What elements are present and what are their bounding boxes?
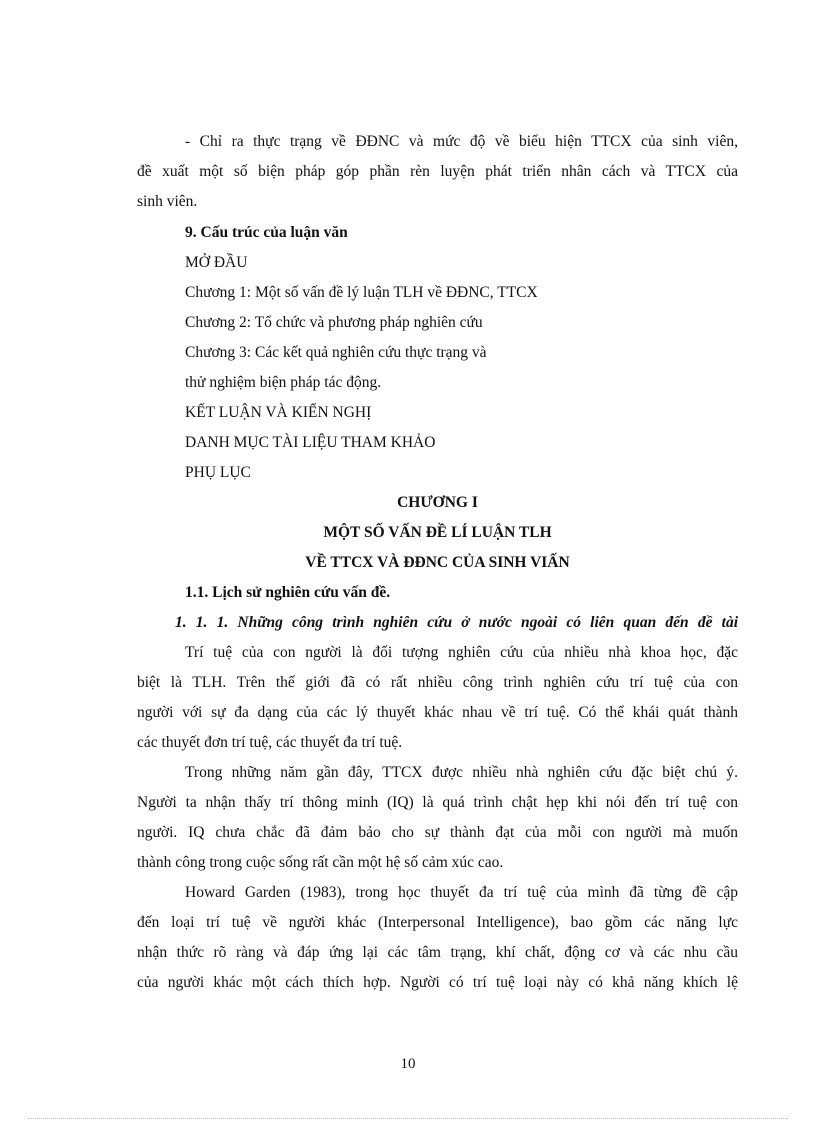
toc-item: PHỤ LỤC xyxy=(185,464,251,481)
toc-item: Chương 2: Tổ chức và phương pháp nghiên cứu xyxy=(185,314,483,331)
toc-item: Chương 3: Các kết quả nghiên cứu thực trạng và xyxy=(185,344,487,361)
text-line: các thuyết đơn trí tuệ, các thuyết đa trí tuệ. xyxy=(137,734,403,751)
toc-item: Chương 1: Một số vấn đề lý luận TLH về ĐĐNC, TTCX xyxy=(185,284,538,301)
toc-item: KẾT LUẬN VÀ KIẾN NGHỊ xyxy=(185,404,372,421)
chapter-subtitle: VỀ TTCX VÀ ĐĐNC CỦA SINH VIẤN xyxy=(305,554,570,571)
text-line: Người ta nhận thấy trí thông minh (IQ) là quá trình chật hẹp khi nói đến trí tuệ con xyxy=(137,794,738,811)
text-line: đề xuất một số biện pháp góp phần rèn luyện phát triển nhân cách và TTCX của xyxy=(137,163,738,180)
page-number: 10 xyxy=(400,1056,416,1072)
text-line: Howard Garden (1983), trong học thuyết đa trí tuệ của mình đã từng đề cập xyxy=(185,884,738,901)
text-line: nhận thức rõ ràng và đáp ứng lại các tâm trạng, khí chất, động cơ và các nhu cầu xyxy=(137,944,738,961)
text-line: Trong những năm gần đây, TTCX được nhiều nhà nghiên cứu đặc biệt chú ý. xyxy=(185,764,738,781)
page-border xyxy=(28,1118,788,1119)
text-line: - Chỉ ra thực trạng về ĐĐNC và mức độ về biểu hiện TTCX của sinh viên, xyxy=(185,133,738,150)
text-line: sinh viên. xyxy=(137,193,198,210)
toc-item: MỞ ĐẦU xyxy=(185,254,248,271)
text-line: thành công trong cuộc sống rất cần một hệ số cảm xúc cao. xyxy=(137,854,504,871)
text-line: biệt là TLH. Trên thế giới đã có rất nhiều công trình nghiên cứu trí tuệ của con xyxy=(137,674,738,691)
section-heading: 1.1. Lịch sử nghiên cứu vấn đề. xyxy=(185,584,391,601)
section-heading: 9. Cấu trúc của luận văn xyxy=(185,224,348,241)
text-line: Trí tuệ của con người là đối tượng nghiên cứu của nhiều nhà khoa học, đặc xyxy=(185,644,738,661)
subsection-heading: 1. 1. 1. Những công trình nghiên cứu ở nước ngoài có liên quan đến đề tài xyxy=(175,614,738,631)
text-line: người với sự đa dạng của các lý thuyết khác nhau về trí tuệ. Có thể khái quát thành xyxy=(137,704,738,721)
text-line: của người khác một cách thích hợp. Người có trí tuệ loại này có khả năng khích lệ xyxy=(137,974,738,991)
chapter-title: CHƯƠNG I xyxy=(397,494,478,511)
toc-item: DANH MỤC TÀI LIỆU THAM KHẢO xyxy=(185,434,436,451)
toc-item: thử nghiệm biện pháp tác động. xyxy=(185,374,382,391)
chapter-subtitle: MỘT SỐ VẤN ĐỀ LÍ LUẬN TLH xyxy=(323,524,552,541)
text-line: đến loại trí tuệ về người khác (Interpersonal Intelligence), bao gồm các năng lực xyxy=(137,914,738,931)
text-line: người. IQ chưa chắc đã đảm bảo cho sự thành đạt của mỗi con người mà muốn xyxy=(137,824,738,841)
